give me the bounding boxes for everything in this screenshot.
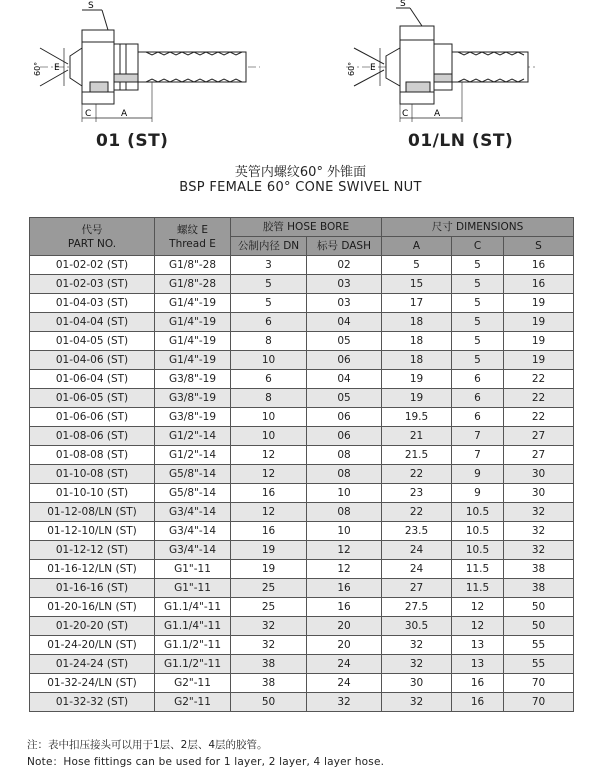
cell-part-no: 01-06-04 (ST) (30, 370, 155, 389)
table-row (30, 332, 574, 351)
table-row (30, 522, 574, 541)
cell-dim-s: 27 (504, 446, 574, 465)
cell-dn: 5 (231, 294, 307, 313)
cell-dim-c: 11.5 (452, 560, 504, 579)
cell-dim-s: 32 (504, 522, 574, 541)
cell-dim-c: 11.5 (452, 579, 504, 598)
cell-thread: G3/4"-14 (155, 541, 231, 560)
spec-table (29, 217, 574, 712)
cell-dash: 08 (307, 465, 382, 484)
cell-dim-s: 38 (504, 579, 574, 598)
cell-part-no: 01-32-24/LN (ST) (30, 674, 155, 693)
cell-dim-a: 18 (382, 332, 452, 351)
cell-dim-s: 38 (504, 560, 574, 579)
cell-dash: 12 (307, 541, 382, 560)
header-thread-en: Thread E (169, 237, 216, 250)
cell-dash: 24 (307, 674, 382, 693)
cell-dn: 25 (231, 579, 307, 598)
cell-dim-a: 30 (382, 674, 452, 693)
cell-part-no: 01-08-08 (ST) (30, 446, 155, 465)
table-row (30, 541, 574, 560)
cell-dim-s: 70 (504, 693, 574, 712)
cell-thread: G2"-11 (155, 674, 231, 693)
cell-thread: G1.1/4"-11 (155, 598, 231, 617)
cell-dim-c: 7 (452, 446, 504, 465)
dim-label-e: E (54, 63, 60, 73)
cell-dim-a: 15 (382, 275, 452, 294)
dim-label-angle: 60° (33, 61, 42, 76)
diagram-01-st (30, 0, 270, 125)
cell-dn: 38 (231, 655, 307, 674)
header-thread (155, 218, 231, 256)
cell-thread: G1.1/2"-11 (155, 655, 231, 674)
cell-thread: G3/8"-19 (155, 408, 231, 427)
table-row (30, 294, 574, 313)
header-a: A (382, 237, 452, 256)
cell-part-no: 01-02-02 (ST) (30, 256, 155, 275)
cell-dim-a: 24 (382, 541, 452, 560)
table-row (30, 427, 574, 446)
fitting-drawing-01-st (30, 0, 270, 125)
table-row (30, 693, 574, 712)
cell-dash: 20 (307, 617, 382, 636)
cell-dn: 8 (231, 332, 307, 351)
cell-dim-c: 10.5 (452, 522, 504, 541)
cell-dim-a: 32 (382, 693, 452, 712)
table-row (30, 408, 574, 427)
cell-dash: 04 (307, 370, 382, 389)
header-s: S (504, 237, 574, 256)
cell-dim-s: 70 (504, 674, 574, 693)
cell-dn: 32 (231, 617, 307, 636)
cell-dim-s: 22 (504, 370, 574, 389)
table-row (30, 579, 574, 598)
dim-label-c: C (85, 109, 92, 119)
table-row (30, 351, 574, 370)
cell-dim-c: 13 (452, 655, 504, 674)
cell-thread: G3/4"-14 (155, 503, 231, 522)
cell-dim-c: 6 (452, 370, 504, 389)
cell-dim-c: 5 (452, 313, 504, 332)
cell-dim-a: 5 (382, 256, 452, 275)
cell-dash: 06 (307, 351, 382, 370)
cell-thread: G1"-11 (155, 560, 231, 579)
cell-dim-c: 7 (452, 427, 504, 446)
cell-dash: 05 (307, 389, 382, 408)
cell-dn: 10 (231, 427, 307, 446)
diagram-01-ln-st (340, 0, 540, 125)
cell-dash: 10 (307, 484, 382, 503)
cell-dim-s: 19 (504, 332, 574, 351)
cell-thread: G1/4"-19 (155, 351, 231, 370)
dim-label-a: A (434, 109, 441, 119)
cell-dim-s: 19 (504, 313, 574, 332)
cell-thread: G1/4"-19 (155, 294, 231, 313)
cell-dn: 6 (231, 313, 307, 332)
cell-dn: 12 (231, 446, 307, 465)
cell-thread: G1"-11 (155, 579, 231, 598)
table-row (30, 313, 574, 332)
dim-label-s: S (400, 0, 406, 9)
table-row (30, 503, 574, 522)
cell-dim-a: 23 (382, 484, 452, 503)
cell-dash: 03 (307, 275, 382, 294)
fitting-drawing-01-ln-st (340, 0, 540, 125)
cell-dash: 05 (307, 332, 382, 351)
cell-dim-a: 23.5 (382, 522, 452, 541)
table-row (30, 560, 574, 579)
header-part-no (30, 218, 155, 256)
diagram-area (0, 0, 601, 160)
cell-dn: 5 (231, 275, 307, 294)
cell-dim-c: 6 (452, 408, 504, 427)
cell-dash: 08 (307, 503, 382, 522)
dim-label-s: S (88, 1, 94, 11)
cell-dn: 19 (231, 541, 307, 560)
cell-dash: 24 (307, 655, 382, 674)
table-row (30, 617, 574, 636)
table-row (30, 275, 574, 294)
title-english: BSP FEMALE 60° CONE SWIVEL NUT (179, 180, 422, 195)
cell-dn: 50 (231, 693, 307, 712)
cell-dn: 16 (231, 522, 307, 541)
cell-part-no: 01-04-06 (ST) (30, 351, 155, 370)
cell-dim-c: 12 (452, 598, 504, 617)
cell-dn: 19 (231, 560, 307, 579)
cell-part-no: 01-04-03 (ST) (30, 294, 155, 313)
cell-dim-c: 5 (452, 294, 504, 313)
cell-dim-a: 21 (382, 427, 452, 446)
diagram-label-left: 01 (ST) (96, 131, 169, 151)
cell-dim-a: 22 (382, 465, 452, 484)
cell-dim-a: 30.5 (382, 617, 452, 636)
note-english: Note：Hose fittings can be used for 1 layer, 2 layer, 4 layer hose. (27, 756, 385, 768)
cell-part-no: 01-12-10/LN (ST) (30, 522, 155, 541)
table-row (30, 465, 574, 484)
cell-dn: 38 (231, 674, 307, 693)
cell-dash: 16 (307, 598, 382, 617)
cell-dim-c: 5 (452, 332, 504, 351)
cell-dim-a: 19 (382, 370, 452, 389)
cell-dim-s: 22 (504, 408, 574, 427)
cell-dash: 06 (307, 408, 382, 427)
cell-dash: 20 (307, 636, 382, 655)
cell-dim-a: 18 (382, 351, 452, 370)
table-row (30, 370, 574, 389)
cell-thread: G3/4"-14 (155, 522, 231, 541)
header-dash: 标号 DASH (307, 237, 382, 256)
table-row (30, 674, 574, 693)
cell-part-no: 01-20-20 (ST) (30, 617, 155, 636)
dim-label-e: E (370, 63, 376, 73)
table-header (30, 218, 574, 256)
cell-dn: 6 (231, 370, 307, 389)
cell-dim-a: 24 (382, 560, 452, 579)
table-row (30, 636, 574, 655)
header-dn: 公制内径 DN (231, 237, 307, 256)
table-row (30, 256, 574, 275)
table-row (30, 446, 574, 465)
cell-dim-s: 16 (504, 275, 574, 294)
cell-dn: 12 (231, 503, 307, 522)
cell-dim-s: 30 (504, 465, 574, 484)
table-row (30, 655, 574, 674)
cell-thread: G1/8"-28 (155, 256, 231, 275)
cell-dim-a: 17 (382, 294, 452, 313)
header-thread-cn: 螺纹 E (177, 223, 208, 236)
cell-thread: G1/4"-19 (155, 313, 231, 332)
dim-label-angle: 60° (347, 61, 356, 76)
cell-part-no: 01-16-16 (ST) (30, 579, 155, 598)
cell-dash: 12 (307, 560, 382, 579)
cell-thread: G2"-11 (155, 693, 231, 712)
cell-dim-c: 16 (452, 674, 504, 693)
cell-dash: 03 (307, 294, 382, 313)
cell-dim-s: 30 (504, 484, 574, 503)
cell-dash: 16 (307, 579, 382, 598)
cell-thread: G3/8"-19 (155, 389, 231, 408)
cell-thread: G1/4"-19 (155, 332, 231, 351)
cell-dim-a: 19.5 (382, 408, 452, 427)
cell-thread: G1.1/2"-11 (155, 636, 231, 655)
dim-label-c: C (402, 109, 409, 119)
cell-dim-c: 5 (452, 351, 504, 370)
cell-dim-s: 50 (504, 617, 574, 636)
cell-thread: G1.1/4"-11 (155, 617, 231, 636)
cell-dim-a: 27 (382, 579, 452, 598)
cell-dim-s: 16 (504, 256, 574, 275)
diagram-label-right: 01/LN (ST) (408, 131, 514, 151)
cell-thread: G1/8"-28 (155, 275, 231, 294)
cell-dim-s: 27 (504, 427, 574, 446)
cell-part-no: 01-24-20/LN (ST) (30, 636, 155, 655)
cell-part-no: 01-02-03 (ST) (30, 275, 155, 294)
cell-dim-c: 9 (452, 484, 504, 503)
cell-part-no: 01-32-32 (ST) (30, 693, 155, 712)
spec-table-wrapper (29, 217, 573, 712)
cell-dim-s: 32 (504, 541, 574, 560)
header-part-no-cn: 代号 (81, 223, 103, 236)
cell-dim-c: 5 (452, 275, 504, 294)
cell-thread: G1/2"-14 (155, 427, 231, 446)
cell-dim-c: 9 (452, 465, 504, 484)
title-chinese: 英管内螺纹60° 外锥面 (234, 165, 367, 180)
cell-dash: 10 (307, 522, 382, 541)
header-c: C (452, 237, 504, 256)
cell-part-no: 01-16-12/LN (ST) (30, 560, 155, 579)
cell-dn: 10 (231, 351, 307, 370)
cell-dim-c: 12 (452, 617, 504, 636)
cell-part-no: 01-12-08/LN (ST) (30, 503, 155, 522)
cell-part-no: 01-12-12 (ST) (30, 541, 155, 560)
note-chinese: 注：表中扣压接头可以用于1层、2层、4层的胶管。 (27, 739, 268, 751)
table-row (30, 598, 574, 617)
cell-dn: 25 (231, 598, 307, 617)
cell-part-no: 01-10-08 (ST) (30, 465, 155, 484)
cell-dim-s: 55 (504, 636, 574, 655)
cell-part-no: 01-06-05 (ST) (30, 389, 155, 408)
cell-dim-c: 10.5 (452, 503, 504, 522)
cell-part-no: 01-10-10 (ST) (30, 484, 155, 503)
cell-dim-c: 13 (452, 636, 504, 655)
cell-dim-s: 19 (504, 294, 574, 313)
cell-dn: 12 (231, 465, 307, 484)
header-hose-bore: 胶管 HOSE BORE (231, 218, 382, 237)
dim-label-a: A (121, 109, 128, 119)
cell-dim-s: 19 (504, 351, 574, 370)
cell-dn: 32 (231, 636, 307, 655)
cell-part-no: 01-08-06 (ST) (30, 427, 155, 446)
cell-thread: G3/8"-19 (155, 370, 231, 389)
cell-part-no: 01-24-24 (ST) (30, 655, 155, 674)
cell-dim-c: 16 (452, 693, 504, 712)
cell-dash: 02 (307, 256, 382, 275)
cell-part-no: 01-06-06 (ST) (30, 408, 155, 427)
cell-dim-c: 6 (452, 389, 504, 408)
cell-dim-a: 27.5 (382, 598, 452, 617)
cell-dim-s: 50 (504, 598, 574, 617)
cell-dim-c: 5 (452, 256, 504, 275)
header-part-no-en: PART NO. (67, 237, 117, 250)
cell-dim-s: 55 (504, 655, 574, 674)
cell-thread: G5/8"-14 (155, 484, 231, 503)
cell-part-no: 01-04-04 (ST) (30, 313, 155, 332)
cell-thread: G1/2"-14 (155, 446, 231, 465)
cell-thread: G5/8"-14 (155, 465, 231, 484)
cell-dash: 04 (307, 313, 382, 332)
cell-dim-a: 32 (382, 655, 452, 674)
cell-dash: 32 (307, 693, 382, 712)
cell-dim-a: 22 (382, 503, 452, 522)
cell-dn: 10 (231, 408, 307, 427)
table-row (30, 484, 574, 503)
cell-dim-a: 19 (382, 389, 452, 408)
cell-dash: 06 (307, 427, 382, 446)
cell-dim-s: 22 (504, 389, 574, 408)
header-dimensions: 尺寸 DIMENSIONS (382, 218, 574, 237)
table-row (30, 389, 574, 408)
cell-dn: 3 (231, 256, 307, 275)
table-body (30, 256, 574, 712)
cell-dim-a: 18 (382, 313, 452, 332)
cell-part-no: 01-04-05 (ST) (30, 332, 155, 351)
cell-dash: 08 (307, 446, 382, 465)
cell-part-no: 01-20-16/LN (ST) (30, 598, 155, 617)
cell-dim-a: 32 (382, 636, 452, 655)
cell-dim-a: 21.5 (382, 446, 452, 465)
cell-dim-c: 10.5 (452, 541, 504, 560)
cell-dim-s: 32 (504, 503, 574, 522)
cell-dn: 8 (231, 389, 307, 408)
cell-dn: 16 (231, 484, 307, 503)
